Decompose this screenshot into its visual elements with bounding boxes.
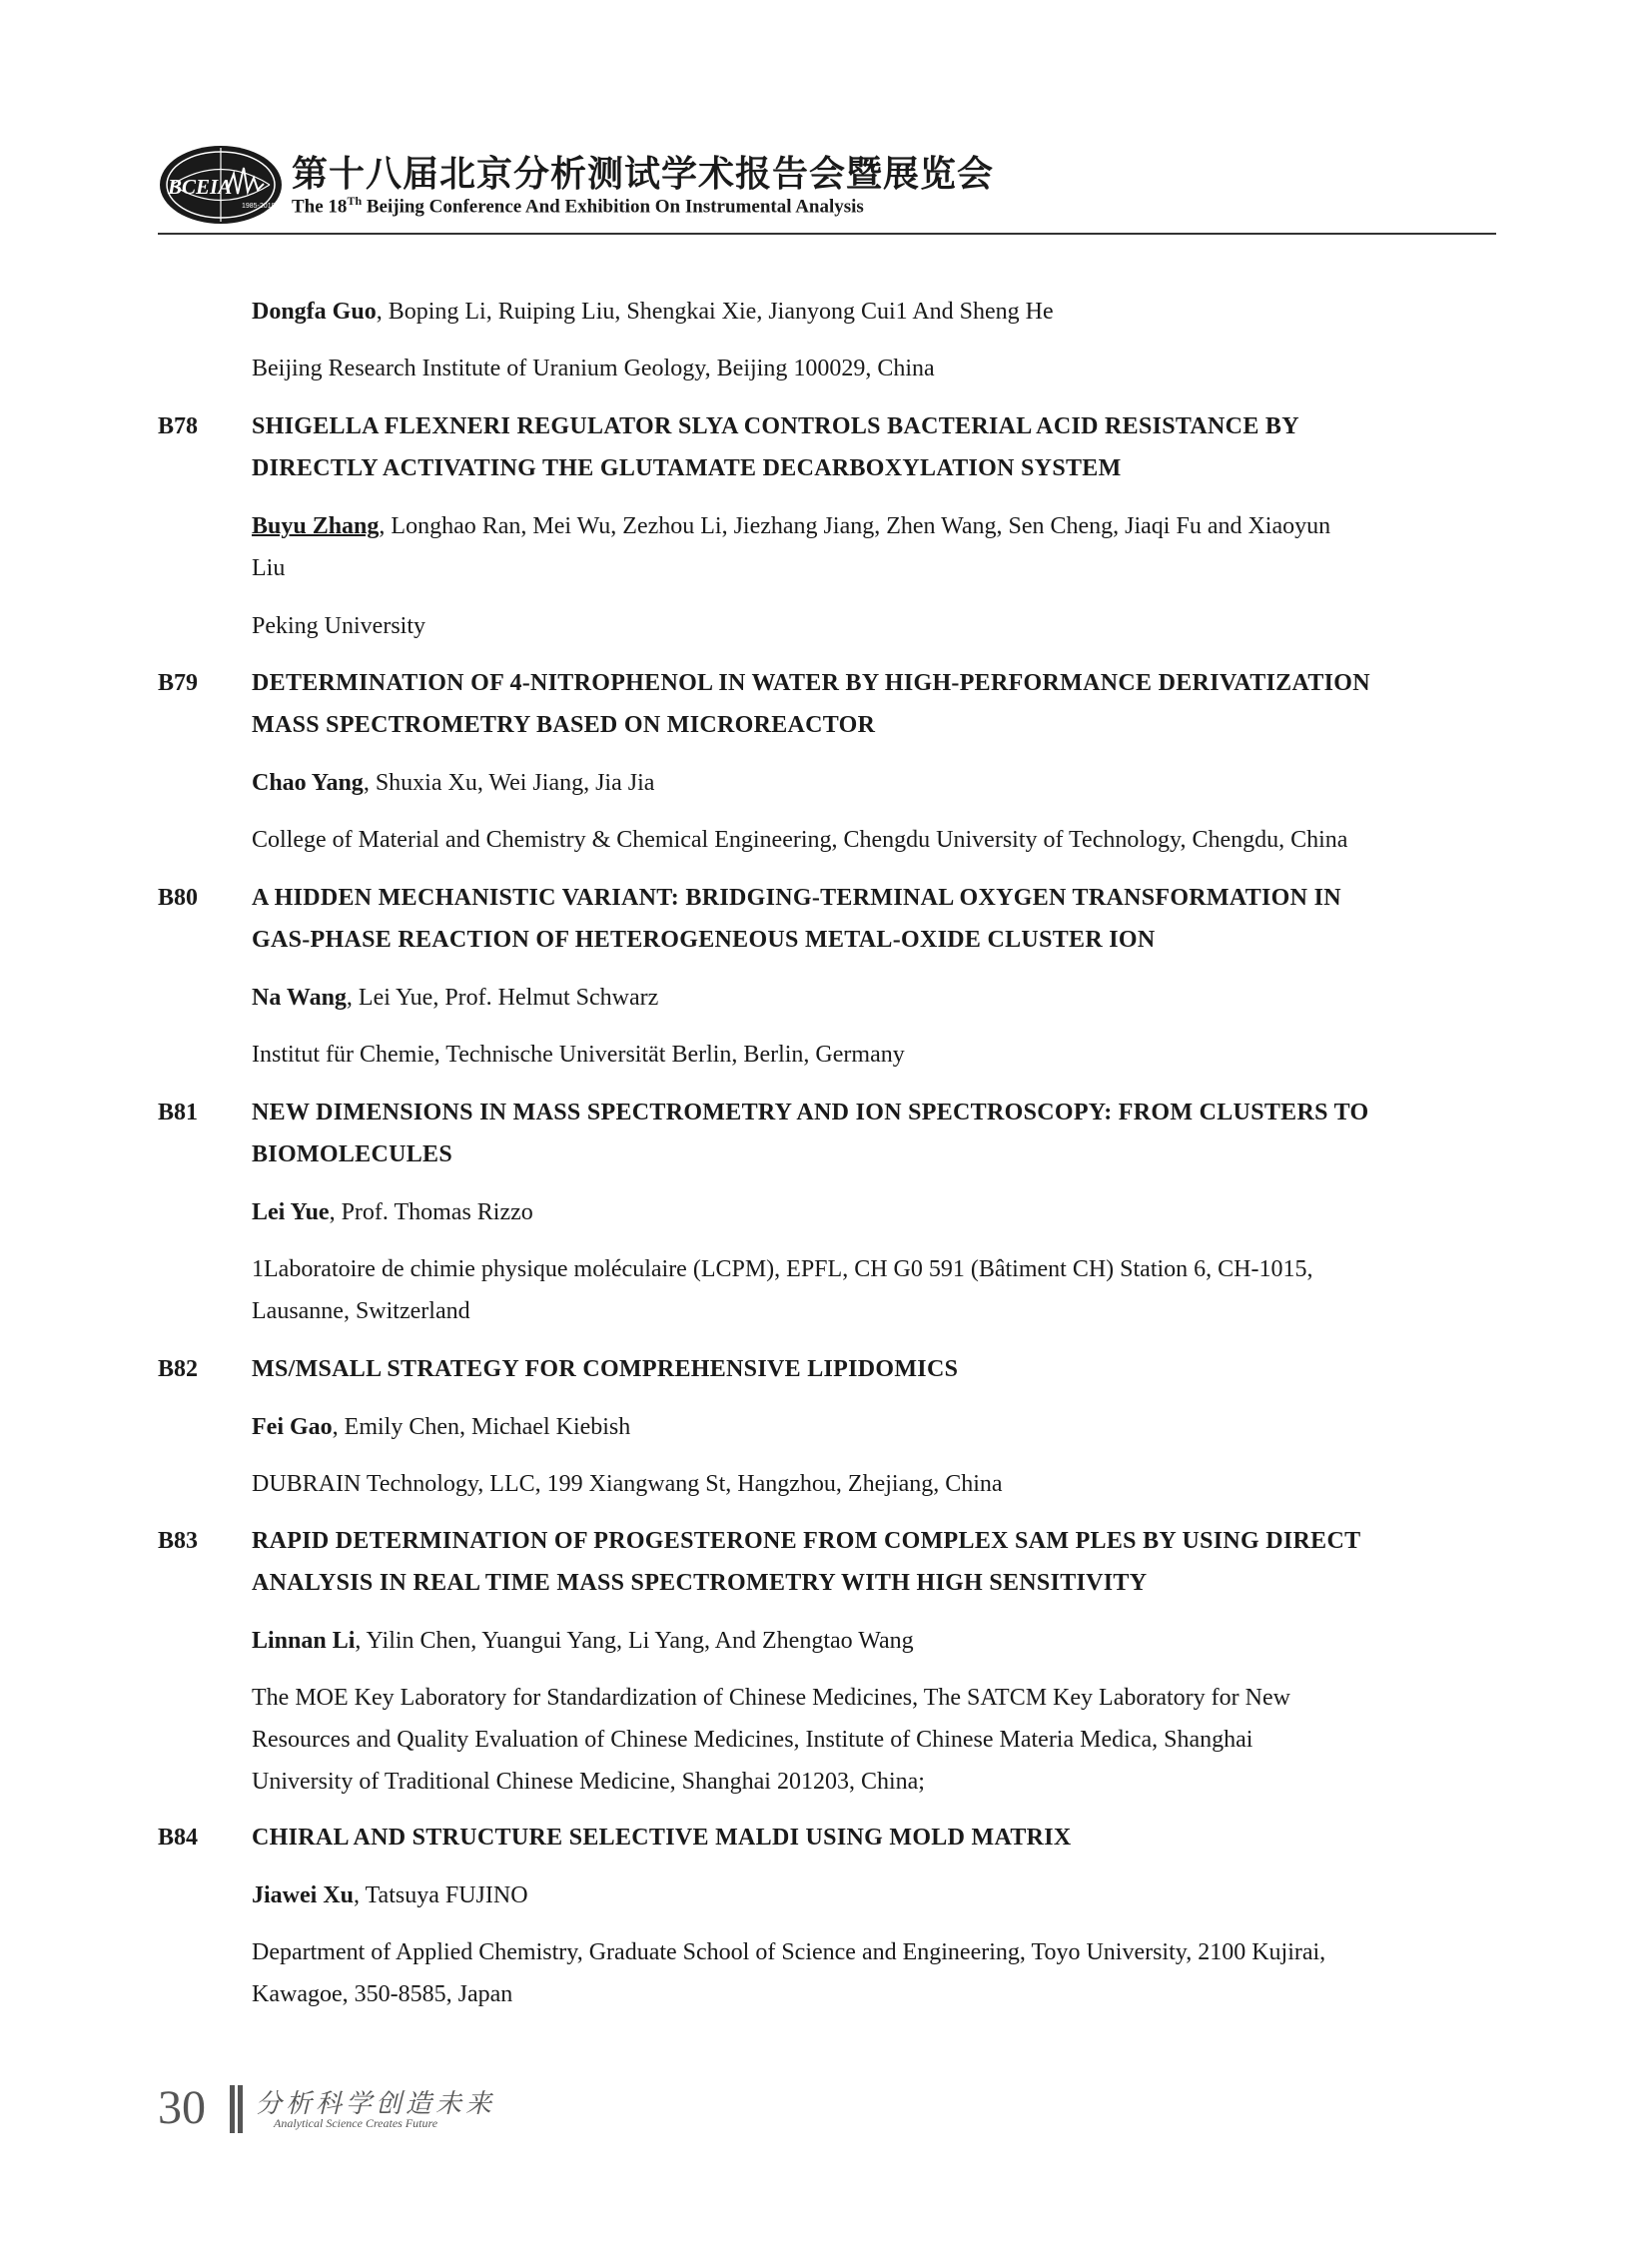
svg-text:1985-2019: 1985-2019 bbox=[242, 203, 276, 210]
affiliation-line: Resources and Quality Evaluation of Chinese Medicines, Institute of Chinese Materia Medica, Shanghai bbox=[252, 1727, 1253, 1753]
author-line: Fei Gao, Emily Chen, Michael Kiebish bbox=[252, 1414, 631, 1440]
presenter-name: Linnan Li bbox=[252, 1628, 356, 1654]
presenter-name: Na Wang bbox=[252, 985, 347, 1011]
presenter-name: Fei Gao bbox=[252, 1414, 333, 1440]
affiliation-line: 1Laboratoire de chimie physique moléculaire (LCPM), EPFL, CH G0 591 (Bâtiment CH) Station 6, CH-1015, bbox=[252, 1256, 1313, 1282]
author-line: Chao Yang, Shuxia Xu, Wei Jiang, Jia Jia bbox=[252, 770, 655, 796]
abstract-code: B82 bbox=[158, 1356, 199, 1382]
author-line: Na Wang, Lei Yue, Prof. Helmut Schwarz bbox=[252, 985, 659, 1011]
author-line: Jiawei Xu, Tatsuya FUJINO bbox=[252, 1882, 528, 1908]
affiliation-line: University of Traditional Chinese Medicine, Shanghai 201203, China; bbox=[252, 1769, 925, 1795]
conference-title-cn: 第十八届北京分析测试学术报告会暨展览会 bbox=[292, 154, 995, 195]
abstract-title-line: DIRECTLY ACTIVATING THE GLUTAMATE DECARBOXYLATION SYSTEM bbox=[252, 455, 1122, 481]
abstract-title-line: ANALYSIS IN REAL TIME MASS SPECTROMETRY WITH HIGH SENSITIVITY bbox=[252, 1570, 1148, 1596]
header-divider bbox=[158, 233, 1496, 235]
footer-slogan-cn: 分析科学创造未来 bbox=[256, 2089, 496, 2119]
svg-text:BCEIA: BCEIA bbox=[168, 175, 233, 199]
abstract-title-line: MASS SPECTROMETRY BASED ON MICROREACTOR bbox=[252, 712, 876, 738]
presenter-name: Dongfa Guo bbox=[252, 299, 377, 325]
abstract-title-line: RAPID DETERMINATION OF PROGESTERONE FROM COMPLEX SAM PLES BY USING DIRECT bbox=[252, 1528, 1361, 1554]
abstract-title-line: MS/MSALL STRATEGY FOR COMPREHENSIVE LIPIDOMICS bbox=[252, 1356, 959, 1382]
affiliation-line: College of Material and Chemistry & Chemical Engineering, Chengdu University of Technology, Chengdu, China bbox=[252, 827, 1348, 853]
affiliation-line: Department of Applied Chemistry, Graduate School of Science and Engineering, Toyo University, 2100 Kujirai, bbox=[252, 1939, 1326, 1965]
presenter-name: Buyu Zhang bbox=[252, 513, 380, 539]
abstract-title-line: NEW DIMENSIONS IN MASS SPECTROMETRY AND ION SPECTROSCOPY: FROM CLUSTERS TO bbox=[252, 1100, 1369, 1125]
abstract-title-line: DETERMINATION OF 4-NITROPHENOL IN WATER BY HIGH-PERFORMANCE DERIVATIZATION bbox=[252, 670, 1370, 696]
author-line: Buyu Zhang, Longhao Ran, Mei Wu, Zezhou Li, Jiezhang Jiang, Zhen Wang, Sen Cheng, Jiaqi Fu and Xiaoyun bbox=[252, 513, 1331, 539]
abstract-title-line: CHIRAL AND STRUCTURE SELECTIVE MALDI USING MOLD MATRIX bbox=[252, 1825, 1072, 1851]
abstract-title-line: BIOMOLECULES bbox=[252, 1141, 452, 1167]
affiliation-line: The MOE Key Laboratory for Standardization of Chinese Medicines, The SATCM Key Laboratory for New bbox=[252, 1685, 1290, 1711]
affiliation-line: Kawagoe, 350-8585, Japan bbox=[252, 1981, 513, 2007]
footer-slogan-en: Analytical Science Creates Future bbox=[274, 2116, 438, 2130]
abstract-code: B83 bbox=[158, 1528, 199, 1554]
abstract-title-line: A HIDDEN MECHANISTIC VARIANT: BRIDGING-TERMINAL OXYGEN TRANSFORMATION IN bbox=[252, 885, 1341, 911]
presenter-name: Chao Yang bbox=[252, 770, 364, 796]
abstract-code: B81 bbox=[158, 1100, 199, 1125]
author-line: Lei Yue, Prof. Thomas Rizzo bbox=[252, 1199, 533, 1225]
abstract-title-line: SHIGELLA FLEXNERI REGULATOR SLYA CONTROLS BACTERIAL ACID RESISTANCE BY bbox=[252, 413, 1299, 439]
page-number: 30 bbox=[158, 2081, 206, 2134]
bceia-logo bbox=[158, 144, 284, 226]
author-line: Liu bbox=[252, 555, 286, 581]
abstract-title-line: GAS-PHASE REACTION OF HETEROGENEOUS METAL-OXIDE CLUSTER ION bbox=[252, 927, 1156, 953]
abstract-code: B78 bbox=[158, 413, 199, 439]
author-line: Dongfa Guo, Boping Li, Ruiping Liu, Shengkai Xie, Jianyong Cui1 And Sheng He bbox=[252, 299, 1054, 325]
abstract-code: B84 bbox=[158, 1825, 199, 1851]
page-header bbox=[158, 140, 1496, 236]
abstract-code: B80 bbox=[158, 885, 199, 911]
conference-title-en: The 18Th Beijing Conference And Exhibition On Instrumental Analysis bbox=[292, 194, 864, 218]
presenter-name: Jiawei Xu bbox=[252, 1882, 354, 1908]
presenter-name: Lei Yue bbox=[252, 1199, 330, 1225]
affiliation-line: Beijing Research Institute of Uranium Geology, Beijing 100029, China bbox=[252, 356, 935, 381]
footer-bar bbox=[230, 2085, 235, 2133]
author-line: Linnan Li, Yilin Chen, Yuangui Yang, Li Yang, And Zhengtao Wang bbox=[252, 1628, 914, 1654]
affiliation-line: DUBRAIN Technology, LLC, 199 Xiangwang St, Hangzhou, Zhejiang, China bbox=[252, 1471, 1003, 1497]
affiliation-line: Peking University bbox=[252, 613, 425, 639]
abstract-code: B79 bbox=[158, 670, 199, 696]
affiliation-line: Institut für Chemie, Technische Universität Berlin, Berlin, Germany bbox=[252, 1042, 905, 1068]
footer-bar bbox=[238, 2085, 243, 2133]
affiliation-line: Lausanne, Switzerland bbox=[252, 1298, 470, 1324]
